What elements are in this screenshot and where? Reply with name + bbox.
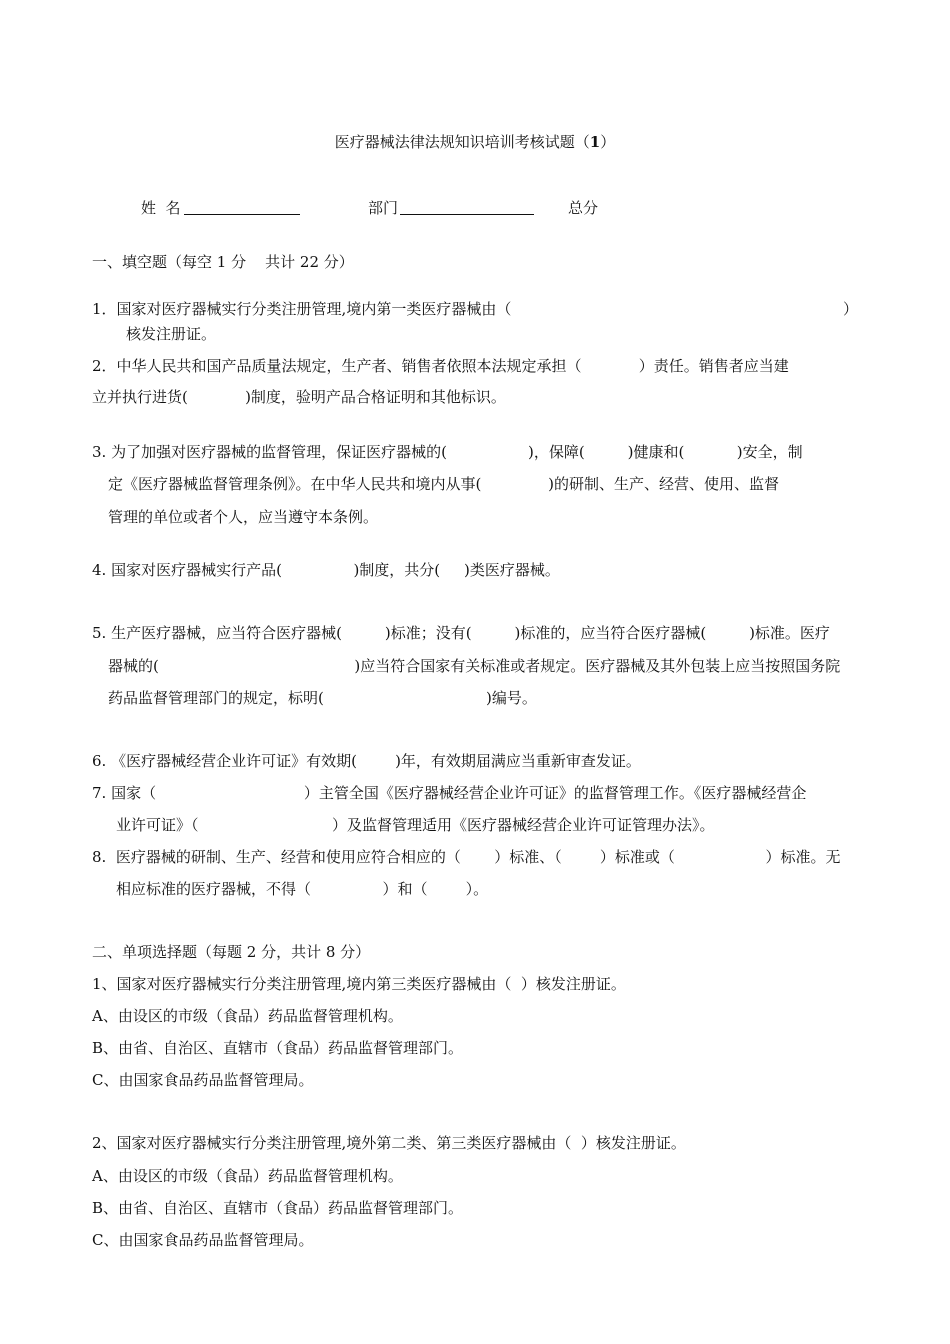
s1-q5-line3: 药品监督管理部门的规定，标明( )编号。 — [108, 689, 537, 707]
s1-q7-line2: 业许可证》（ ）及监督管理适用《医疗器械经营企业许可证管理办法》。 — [116, 816, 715, 834]
s1-q2-line2: 立并执行进货( )制度，验明产品合格证明和其他标识。 — [92, 388, 506, 406]
s1-q3-line3: 管理的单位或者个人，应当遵守本条例。 — [108, 508, 379, 526]
dept-blank[interactable] — [400, 198, 534, 220]
s1-q5-line2: 器械的( )应当符合国家有关标准或者规定。医疗器械及其外包装上应当按照国务院 — [108, 657, 841, 675]
section1-heading: 一、填空题（每空 1 分 共计 22 分） — [92, 253, 354, 271]
title-text: 医疗器械法律法规知识培训考核试题（ — [334, 133, 590, 151]
s2-q1-option-a[interactable]: A、由设区的市级（食品）药品监督管理机构。 — [92, 1007, 403, 1025]
s1-q8-line2: 相应标准的医疗器械，不得（ ）和（ ）。 — [116, 880, 489, 898]
name-blank[interactable] — [184, 198, 300, 220]
s1-q1-line1a: 1．国家对医疗器械实行分类注册管理,境内第一类医疗器械由（ — [92, 300, 512, 318]
s1-q1-line1b: ） — [843, 300, 859, 318]
s2-q1-stem: 1、国家对医疗器械实行分类注册管理,境内第三类医疗器械由（ ）核发注册证。 — [92, 975, 626, 993]
s1-q3-line1: 3. 为了加强对医疗器械的监督管理，保证医疗器械的( )，保障( )健康和( )安全，制 — [92, 443, 803, 461]
s1-q8-line1: 8. 医疗器械的研制、生产、经营和使用应符合相应的（ ）标准、（ ）标准或（ ）标准。无 — [92, 848, 841, 866]
dept-label: 部门 — [368, 199, 399, 217]
s1-q2-line1: 2．中华人民共和国产品质量法规定，生产者、销售者依照本法规定承担（ ）责任。销售者应当建 — [92, 357, 789, 375]
s2-q2-option-a[interactable]: A、由设区的市级（食品）药品监督管理机构。 — [92, 1167, 403, 1185]
s1-q1-line2: 核发注册证。 — [126, 325, 217, 343]
s1-q3-line2: 定《医疗器械监督管理条例》。在中华人民共和境内从事( )的研制、生产、经营、使用、监督 — [108, 475, 779, 493]
s1-q5-line1: 5. 生产医疗器械，应当符合医疗器械( )标准；没有( )标准的，应当符合医疗器械( )标准。医疗 — [92, 624, 830, 642]
page-title — [0, 132, 950, 152]
title-number: 1 — [589, 133, 601, 151]
s1-q4-line1: 4. 国家对医疗器械实行产品( )制度，共分( )类医疗器械。 — [92, 561, 560, 579]
s2-q1-option-b[interactable]: B、由省、自治区、直辖市（食品）药品监督管理部门。 — [92, 1039, 464, 1057]
name-label: 姓 名 — [141, 199, 181, 217]
total-label: 总分 — [568, 199, 599, 217]
section2-heading: 二、单项选择题（每题 2 分，共计 8 分） — [92, 943, 371, 961]
s2-q1-option-c[interactable]: C、由国家食品药品监督管理局。 — [92, 1071, 314, 1089]
s1-q6-line1: 6. 《医疗器械经营企业许可证》有效期( )年，有效期届满应当重新审查发证。 — [92, 752, 641, 770]
s2-q2-option-c[interactable]: C、由国家食品药品监督管理局。 — [92, 1231, 314, 1249]
s2-q2-stem: 2、国家对医疗器械实行分类注册管理,境外第二类、第三类医疗器械由（ ）核发注册证。 — [92, 1134, 686, 1152]
s1-q7-line1: 7. 国家（ ）主管全国《医疗器械经营企业许可证》的监督管理工作。《医疗器械经营企 — [92, 784, 807, 802]
s2-q2-option-b[interactable]: B、由省、自治区、直辖市（食品）药品监督管理部门。 — [92, 1199, 464, 1217]
title-close: ） — [600, 133, 616, 151]
